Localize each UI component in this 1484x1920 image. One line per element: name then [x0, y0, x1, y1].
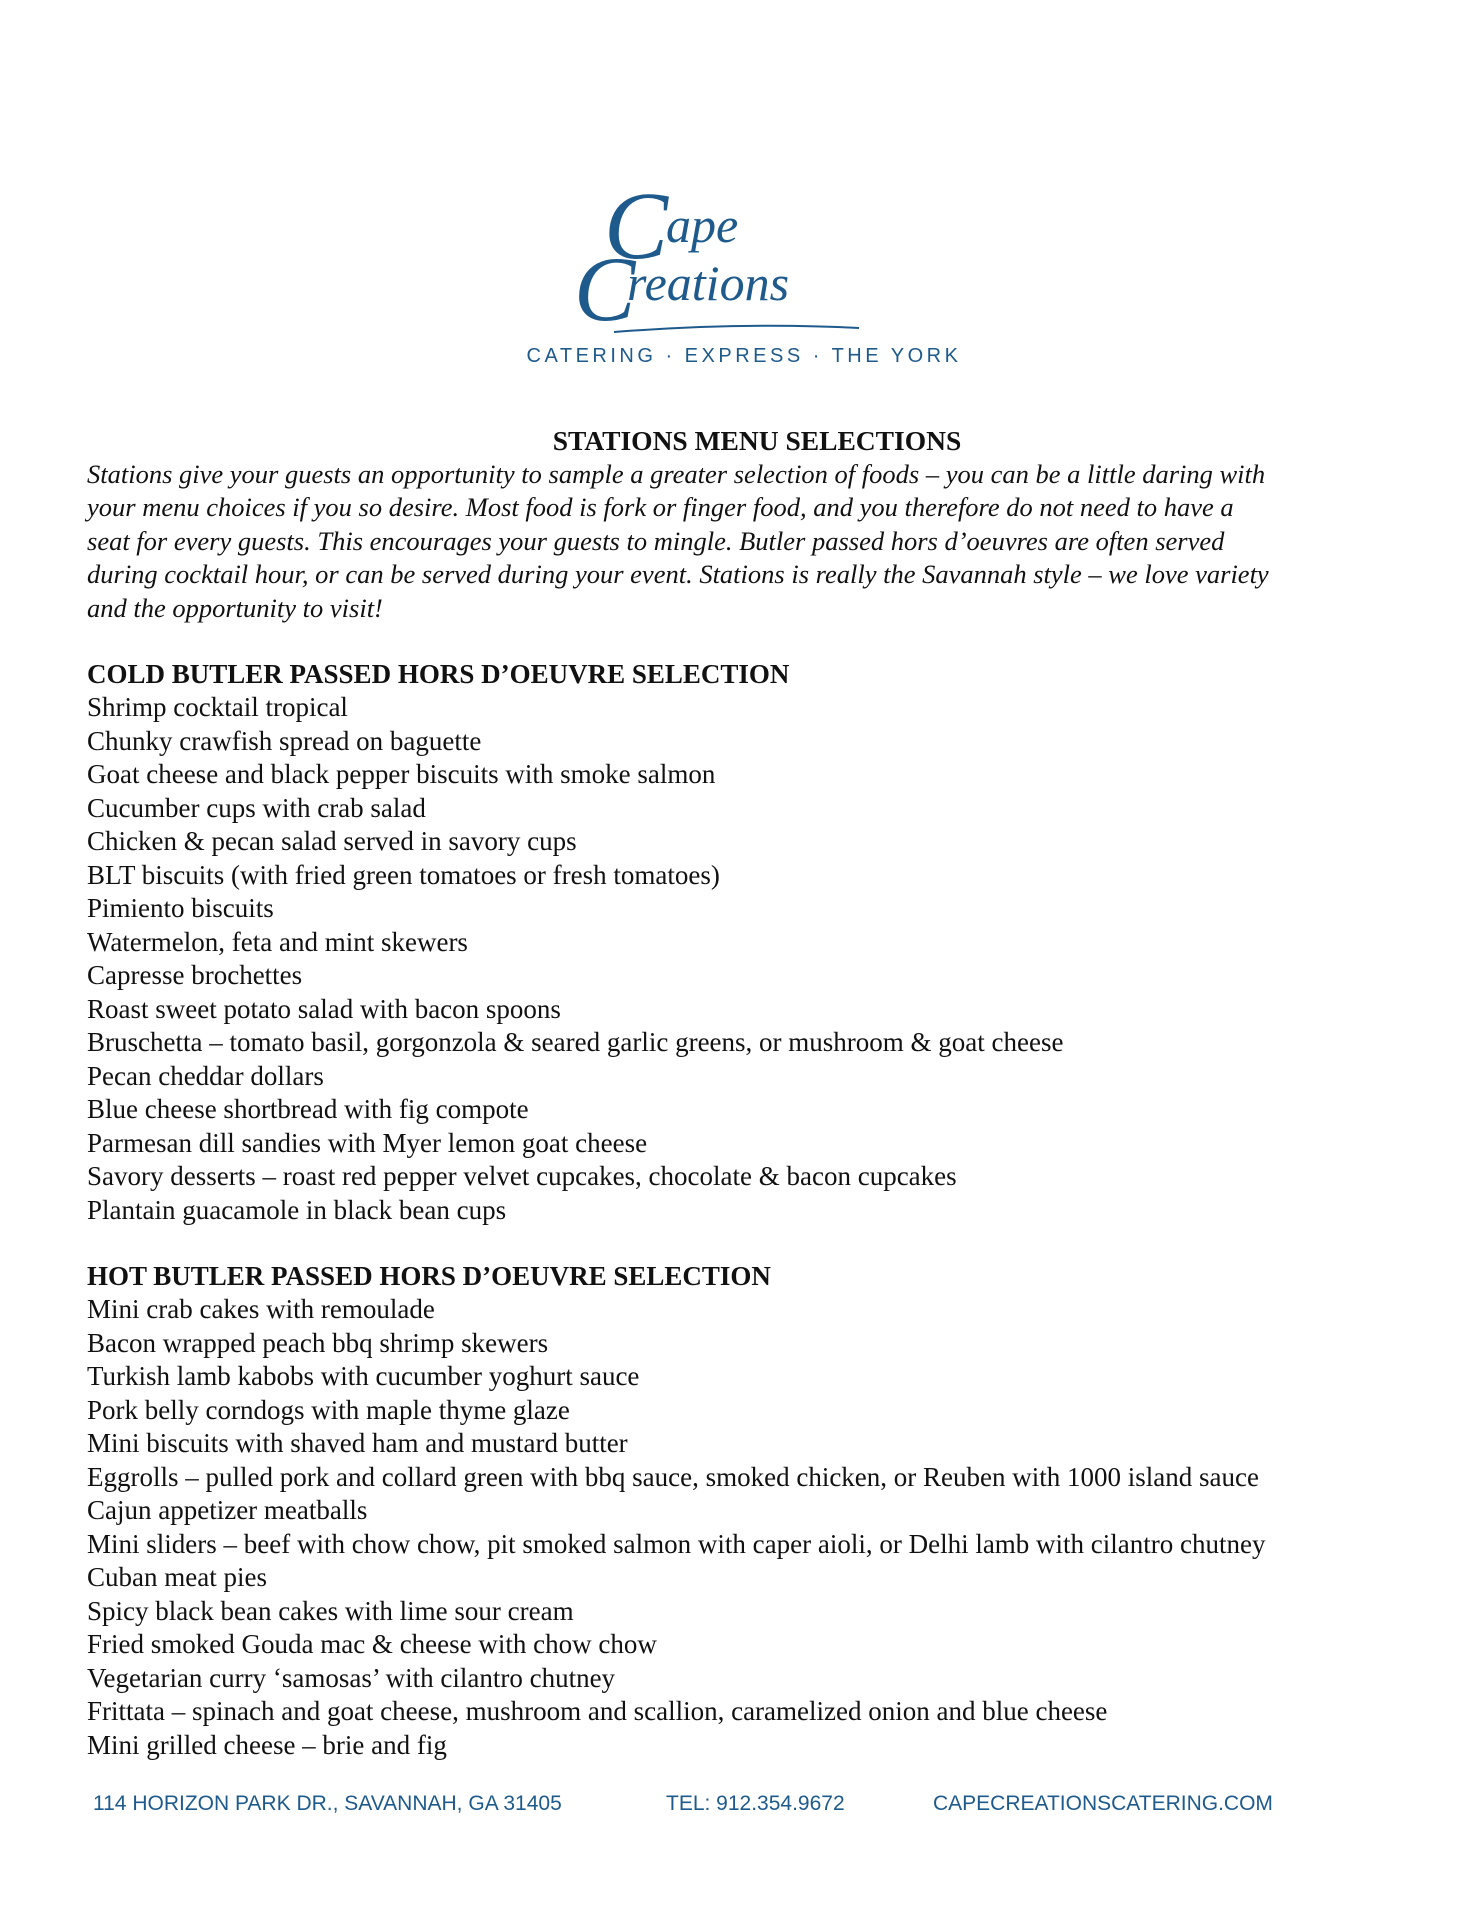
list-item: Plantain guacamole in black bean cups	[87, 1194, 507, 1225]
svg-text:C: C	[574, 238, 636, 340]
list-item: Cuban meat pies	[87, 1562, 267, 1593]
cold-section	[87, 657, 1427, 1227]
svg-text:ape: ape	[666, 197, 739, 253]
footer-website-link[interactable]: CAPECREATIONSCATERING.COM	[933, 1792, 1273, 1815]
list-item: Goat cheese and black pepper biscuits with smoke salmon	[87, 759, 716, 790]
list-item: Watermelon, feta and mint skewers	[87, 926, 468, 957]
list-item: Parmesan dill sandies with Myer lemon goat cheese	[87, 1127, 648, 1158]
list-item: Cucumber cups with crab salad	[87, 792, 426, 823]
list-item: Fried smoked Gouda mac & cheese with chow chow	[87, 1629, 657, 1660]
list-item: Mini sliders – beef with chow chow, pit smoked salmon with caper aioli, or Delhi lamb with cilantro chutney	[87, 1528, 1266, 1559]
list-item: Frittata – spinach and goat cheese, mushroom and scallion, caramelized onion and blue cheese	[87, 1696, 1108, 1727]
intro-line: seat for every guests. This encourages your guests to mingle. Butler passed hors d’oeuvres are often served	[87, 525, 1225, 556]
footer-address: 114 HORIZON PARK DR., SAVANNAH, GA 31405	[93, 1792, 562, 1815]
list-item: Shrimp cocktail tropical	[87, 692, 348, 723]
list-item: Eggrolls – pulled pork and collard green with bbq sauce, smoked chicken, or Reuben with 1000 island sauce	[87, 1461, 1259, 1492]
list-item: Pecan cheddar dollars	[87, 1060, 324, 1091]
list-item: Turkish lamb kabobs with cucumber yoghurt sauce	[87, 1361, 640, 1392]
hot-section-heading: HOT BUTLER PASSED HORS D’OEUVRE SELECTION	[87, 1261, 771, 1292]
list-item: Mini grilled cheese – brie and fig	[87, 1729, 447, 1760]
list-item: Pork belly corndogs with maple thyme glaze	[87, 1394, 570, 1425]
cold-section-heading: COLD BUTLER PASSED HORS D’OEUVRE SELECTION	[87, 659, 790, 690]
list-item: Chunky crawfish spread on baguette	[87, 725, 482, 756]
list-item: Roast sweet potato salad with bacon spoons	[87, 993, 561, 1024]
page-title: STATIONS MENU SELECTIONS	[552, 425, 962, 456]
list-item: Bacon wrapped peach bbq shrimp skewers	[87, 1327, 549, 1358]
intro-line: your menu choices if you so desire. Most food is fork or finger food, and you therefore do not need to have a	[87, 492, 1234, 523]
list-item: Bruschetta – tomato basil, gorgonzola & seared garlic greens, or mushroom & goat cheese	[87, 1027, 1064, 1058]
list-item: BLT biscuits (with fried green tomatoes or fresh tomatoes)	[87, 859, 720, 890]
list-item: Mini crab cakes with remoulade	[87, 1294, 435, 1325]
intro-line: Stations give your guests an opportunity to sample a greater selection of foods – you can be a little daring with	[87, 459, 1266, 489]
list-item: Chicken & pecan salad served in savory cups	[87, 826, 577, 857]
cold-items-list	[87, 691, 1427, 1227]
list-item: Savory desserts – roast red pepper velvet cupcakes, chocolate & bacon cupcakes	[87, 1161, 957, 1192]
list-item: Blue cheese shortbread with fig compote	[87, 1094, 529, 1125]
intro-paragraph	[87, 458, 1427, 625]
hot-items-list	[87, 1293, 1427, 1762]
list-item: Vegetarian curry ‘samosas’ with cilantro chutney	[87, 1662, 616, 1693]
svg-text:reations: reations	[627, 255, 790, 311]
intro-line: during cocktail hour, or can be served during your event. Stations is really the Savannah style – we love variety	[87, 559, 1269, 590]
list-item: Pimiento biscuits	[87, 893, 274, 924]
svg-text:C: C	[604, 172, 669, 279]
company-logo	[494, 170, 994, 380]
list-item: Cajun appetizer meatballs	[87, 1495, 368, 1526]
list-item: Capresse brochettes	[87, 960, 303, 991]
hot-section	[87, 1259, 1427, 1762]
footer-phone: TEL: 912.354.9672	[666, 1792, 845, 1815]
menu-document	[87, 424, 1427, 1762]
list-item: Mini biscuits with shaved ham and mustard butter	[87, 1428, 628, 1459]
intro-line: and the opportunity to visit!	[87, 592, 383, 623]
list-item: Spicy black bean cakes with lime sour cream	[87, 1595, 574, 1626]
logo-tagline: CATERING · EXPRESS · THE YORK	[526, 345, 962, 367]
